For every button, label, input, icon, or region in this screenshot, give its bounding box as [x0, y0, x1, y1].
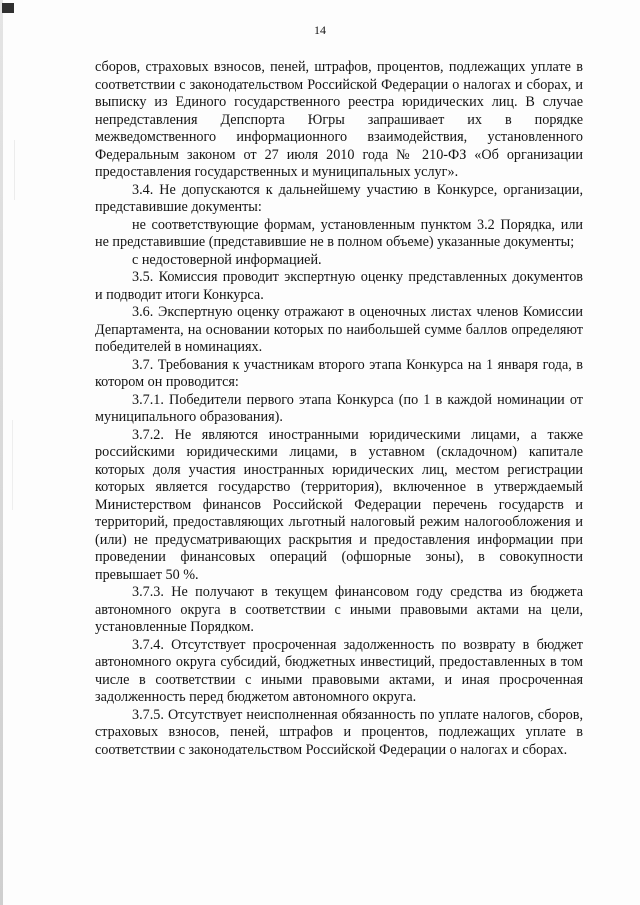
paragraph-3-6: 3.6. Экспертную оценку отражают в оценочных листах членов Комиссии Департамента, на основании которых по наибольшей сумме баллов определяют победителей в номинациях. [95, 304, 583, 355]
paragraph-3-4-item-2: с недостоверной информацией. [132, 251, 322, 268]
paragraph-3-7-1: 3.7.1. Победители первого этапа Конкурса (по 1 в каждой номинации от муниципального образования). [95, 391, 583, 425]
paragraph-3-7-4: 3.7.4. Отсутствует просроченная задолженность по возврату в бюджет автономного округа субсидий, бюджетных инвестиций, предоставленных в том числе в соответствии с иными правовыми актами, и иная просроченная задолженность перед бюджетом автономного округа. [95, 636, 583, 705]
scan-corner-mark [2, 3, 14, 13]
scan-artifact [12, 420, 13, 510]
paragraph-3-5: 3.5. Комиссия проводит экспертную оценку представленных документов и подводит итоги Конкурса. [95, 269, 583, 303]
page-number: 14 [314, 23, 326, 37]
paragraph-3-4-item-1: не соответствующие формам, установленным пунктом 3.2 Порядка, или не представившие (представившие не в полном объеме) указанные документы; [95, 216, 583, 250]
document-body [95, 59, 583, 759]
paragraph-3-7-5: 3.7.5. Отсутствует неисполненная обязанность по уплате налогов, сборов, страховых взносов, пеней, штрафов и процентов, подлежащих уплате в соответствии с законодательством Российской Федерации о налогах и сборах. [95, 706, 583, 758]
paragraph-3-7-3: 3.7.3. Не получают в текущем финансовом году средства из бюджета автономного округа в соответствии с иными правовыми актами на цели, установленные Порядком. [95, 584, 583, 635]
paragraph-3-7-2: 3.7.2. Не являются иностранными юридическими лицами, а также российскими юридическими лицами, в уставном (складочном) капитале которых доля участия иностранных юридических лиц, местом регистрации которых является государство (территория), включенное в утверждаемый Министерством финансов Российской Федерации перечень государств и территорий, предоставляющих льготный налоговый режим налогообложения и (или) не предусматривающих раскрытия и предоставления информации при проведении финансовых операций (офшорные зоны), в совокупности превышает 50 %. [95, 426, 583, 583]
scan-artifact [14, 140, 15, 200]
paragraph-continuation: сборов, страховых взносов, пеней, штрафов, процентов, подлежащих уплате в соответствии с законодательством Российской Федерации о налогах и сборах, и выписку из Единого государственного реестра юридических лиц. В случае непредставления Депспорта Югры запрашивает их в порядке межведомственного информационного взаимодействия, установленного Федеральным законом от 27 июля 2010 года № 210-ФЗ «Об организации предоставления государственных и муниципальных услуг». [95, 59, 583, 180]
paragraph-3-7: 3.7. Требования к участникам второго этапа Конкурса на 1 января года, в котором он проводится: [95, 356, 583, 390]
paragraph-3-4: 3.4. Не допускаются к дальнейшему участию в Конкурсе, организации, представившие документы: [95, 181, 583, 215]
scan-left-edge [0, 0, 3, 905]
